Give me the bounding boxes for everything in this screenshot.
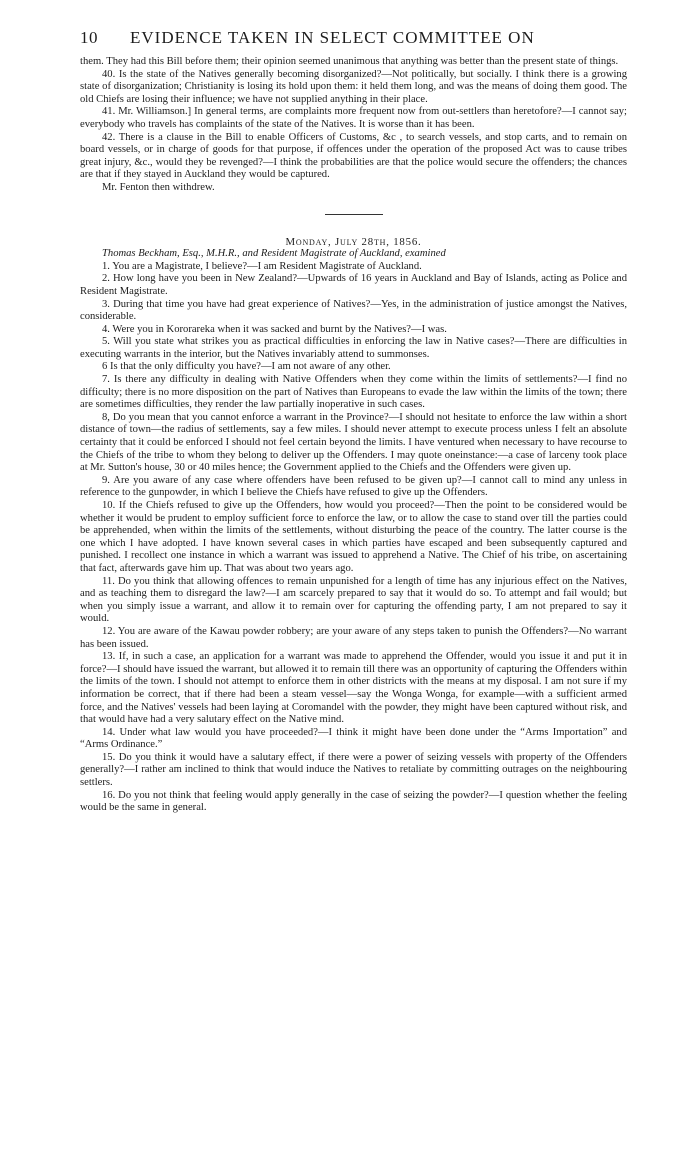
question-2: 2. How long have you been in New Zealand?—Upwards of 16 years in Auckland and Bay of Islands, acting as Police and Resident Magistrate. bbox=[80, 273, 627, 297]
question-4: 4. Were you in Kororareka when it was sacked and burnt by the Natives?—I was. bbox=[102, 323, 447, 335]
running-title: EVIDENCE TAKEN IN SELECT COMMITTEE ON bbox=[130, 28, 535, 47]
question-16: 16. Do you not think that feeling would apply generally in the case of seizing the powder?—I question whether the feeling would be the same in general. bbox=[80, 789, 627, 814]
question-11: 11. Do you think that allowing offences to remain unpunished for a length of time has any injurious effect on the Natives, and as teaching them to disregard the law?—I am scarcely prepared to say that it would do so. To attempt and fail would; but when you simply issue a warrant, and allow it to remain over for capturing the offending party, I am not prepared to say it would. bbox=[80, 575, 627, 625]
question-10: 10. If the Chiefs refused to give up the Offenders, how would you proceed?—Then the point to be considered would be whether it would be prudent to employ sufficient force to enforce the law, or to allow the case to stand over till the parties could be apprehended, when within the limits of the settlements, without disturbing the peace of the country. The latter course is the one which I have adopted. I have known several cases in which parties have escaped and been subsequently captured and punished. I recollect one instance in which a warrant was issued to apprehend a Native. The Chief of his tribe, on ascertaining that fact, afterwards gave him up. That was about two years ago. bbox=[80, 500, 627, 574]
witness-intro: Thomas Beckham, Esq., M.H.R., and Resident Magistrate of Auckland, examined bbox=[102, 248, 446, 260]
date-heading-text: Monday, July 28th, 1856. bbox=[285, 235, 422, 248]
question-6: 6 Is that the only difficulty you have?—I am not aware of any other. bbox=[102, 361, 391, 373]
question-14: 14. Under what law would you have proceeded?—I think it might have been done under the “Arms Importation” and “Arms Ordinance.” bbox=[80, 726, 627, 751]
date-heading bbox=[80, 236, 627, 249]
question-41: 41. Mr. Williamson.] In general terms, are complaints more frequent now from out-settlers than heretofore?—I cannot say; everybody who travels has complaints of the state of the Natives. It is worse than it has been. bbox=[80, 106, 627, 130]
question-3: 3. During that time you have had great experience of Natives?—Yes, in the administration of justice amongst the Natives, considerable. bbox=[80, 298, 627, 323]
document-body bbox=[80, 56, 627, 815]
question-42: 42. There is a clause in the Bill to enable Officers of Customs, &c , to search vessels, and stop carts, and to remain on board vessels, or in charge of goods for that purpose, if offences under the operation of the proposed Act was to cause tribes great injury, &c., would they be revenged?—I think the probabilities are that the police would secure the offenders; the chances are that if they stayed in Auckland they would be captured. bbox=[80, 131, 627, 181]
question-5: 5. Will you state what strikes you as practical difficulties in enforcing the law in Native cases?—There are difficulties in executing warrants in the interior, but the Natives invariably attend to summonses. bbox=[80, 336, 627, 360]
question-13: 13. If, in such a case, an application for a warrant was made to apprehend the Offender, would you issue it and put it in force?—I should have issued the warrant, but allowed it to remain till there was an opportunity of capturing the Offenders within the limits of the town. I should not attempt to enforce them in other districts with the means at my disposal. I am not sure if my information be correct, that if there had been a steam vessel—say the Wonga Wonga, for example—with a sufficient armed force, and the Natives' vessels had been laying at Coromandel with the powder, they might have been captured without risk, and that would have had a very salutary effect on the Native mind. bbox=[80, 651, 627, 726]
paragraph: them. They had this Bill before them; their opinion seemed unanimous that anything was better than the present state of things. bbox=[80, 56, 619, 67]
question-12: 12. You are aware of the Kawau powder robbery; are your aware of any steps taken to punish the Offenders?—No warrant has been issued. bbox=[80, 625, 627, 650]
page-header bbox=[80, 28, 625, 50]
question-9: 9. Are you aware of any case where offenders have been refused to be given up?—I cannot call to mind any unless in reference to the gunpowder, in which I believe the Chiefs have refused to give up the Offenders. bbox=[80, 474, 627, 499]
withdrawal-note: Mr. Fenton then withdrew. bbox=[102, 181, 215, 193]
question-40: 40. Is the state of the Natives generally becoming disorganized?—Not politically, but socially. I think there is a growing state of disorganization; Christianity is losing its hold upon them: it held them long, and was the means of doing them good. The old Chiefs are losing their influence; we have not supplied anything in their place. bbox=[80, 68, 627, 105]
question-1: 1. You are a Magistrate, I believe?—I am Resident Magistrate of Auckland. bbox=[102, 260, 422, 272]
question-15: 15. Do you think it would have a salutary effect, if there were a power of seizing vessels with property of the Offenders generally?—I rather am inclined to think that would induce the Natives to retaliate by committing outrages on the neighbouring settlers. bbox=[80, 751, 627, 789]
section-divider bbox=[325, 214, 383, 215]
question-8: 8, Do you mean that you cannot enforce a warrant in the Province?—I should not hesitate to enforce the law within a short distance of town—the radius of settlements, say a few miles. I should never attempt to execute process unless I felt an absolute certainty that it could be enforced I should not feel certain beyond the limits. I have ventured when necessary to have recourse to the Chiefs of the tribe to whom they belong to deliver up the Offenders. I may quote oneinstance:—a case of larceny took place at Mr. Sutton's house, 30 or 40 miles hence; the Government applied to the Chiefs and the Offenders were given up. bbox=[80, 411, 627, 474]
page-number: 10 bbox=[80, 28, 98, 47]
question-7: 7. Is there any difficulty in dealing with Native Offenders when they come within the limits of settlements?—I find no difficulty; there is no more disposition on the part of Natives than Europeans to evade the law within the limits of the town; there are sometimes difficulties, they render the law partially inoperative in such cases. bbox=[80, 374, 627, 411]
